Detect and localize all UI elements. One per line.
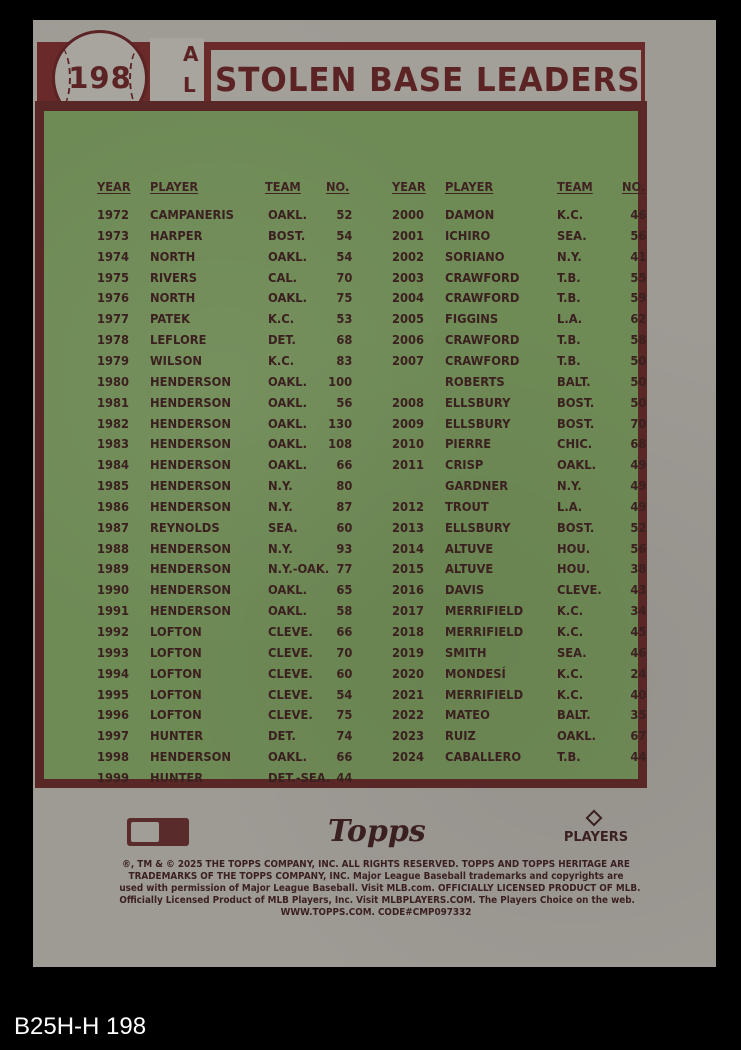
row-team: N.Y. (268, 498, 293, 514)
row-year: 1981 (97, 394, 130, 410)
row-player: HENDERSON (150, 498, 232, 514)
row-team: OAKL. (268, 603, 307, 619)
row-year: 1972 (97, 207, 130, 222)
row-number: 44 (335, 769, 352, 785)
row-number: 40 (629, 686, 646, 702)
row-number: 52 (629, 519, 646, 535)
row-team: CLEVE. (268, 707, 313, 723)
row-number: 50 (629, 373, 646, 389)
legal-line: used with permission of Major League Baseball. Visit MLB.com. OFFICIALLY LICENSED PRODUCT OF MLB. (119, 883, 641, 894)
row-year: 1999 (97, 769, 130, 785)
row-year: 1975 (97, 269, 130, 285)
row-team: OAKL. (268, 415, 307, 431)
topps-logo: Topps (328, 814, 426, 849)
row-year: 1995 (97, 686, 130, 702)
row-number: 66 (335, 457, 352, 473)
row-team: DET.-SEA. (268, 769, 331, 785)
row-team: OAKL. (268, 394, 307, 410)
row-year: 2014 (392, 540, 425, 556)
row-number: 65 (335, 582, 352, 598)
row-team: N.Y. (268, 540, 293, 556)
row-team: OAKL. (557, 728, 596, 744)
row-number: 60 (335, 519, 352, 535)
row-year: 2005 (392, 311, 425, 327)
row-number: 46 (629, 207, 646, 222)
row-player: HUNTER (150, 769, 204, 785)
row-number: 70 (335, 269, 352, 285)
players-logo-text: PLAYERS (563, 830, 629, 845)
row-team: K.C. (268, 311, 295, 327)
row-number: 54 (335, 686, 352, 702)
row-player: MONDESÍ (445, 665, 506, 681)
row-player: MERRIFIELD (445, 686, 524, 702)
row-player: HENDERSON (150, 603, 232, 619)
row-year: 1979 (97, 352, 130, 368)
row-player: HENDERSON (150, 749, 232, 765)
row-player: HENDERSON (150, 540, 232, 556)
row-player: LOFTON (150, 686, 202, 702)
card-number: 198 (68, 61, 132, 95)
row-year: 2022 (392, 707, 425, 723)
row-team: CLEVE. (268, 624, 313, 639)
row-player: HENDERSON (150, 478, 232, 494)
row-player: ELLSBURY (445, 519, 511, 535)
row-team: CLEVE. (268, 665, 313, 681)
row-team: T.B. (557, 269, 581, 285)
row-number: 55 (629, 269, 646, 285)
row-year: 2009 (392, 415, 425, 431)
row-number: 56 (629, 227, 646, 243)
row-year: 1994 (97, 665, 130, 681)
header-year-left: YEAR (97, 180, 131, 194)
row-year: 1985 (97, 478, 130, 494)
row-team: DET. (268, 332, 296, 348)
header-player-right: PLAYER (445, 180, 494, 194)
row-year: 2000 (392, 207, 425, 222)
row-number: 35 (629, 707, 646, 723)
row-team: CLEVE. (557, 582, 602, 598)
row-number: 60 (335, 665, 352, 681)
row-year: 2004 (392, 290, 425, 306)
row-number: 24 (629, 665, 646, 681)
row-number: 53 (335, 311, 352, 327)
row-player: CRISP (445, 457, 484, 473)
row-team: N.Y.-OAK. (268, 561, 330, 577)
row-player: MERRIFIELD (445, 624, 524, 639)
row-player: HENDERSON (150, 394, 232, 410)
legal-line: WWW.TOPPS.COM. CODE#CMP097332 (280, 907, 472, 918)
row-team: K.C. (557, 603, 584, 619)
row-number: 38 (629, 561, 646, 577)
header-team-right: TEAM (557, 180, 593, 194)
row-year: 2001 (392, 227, 425, 243)
row-number: 100 (327, 373, 352, 389)
row-player: CRAWFORD (445, 269, 520, 285)
row-number: 46 (629, 644, 646, 660)
row-year: 1973 (97, 227, 130, 243)
row-player: HENDERSON (150, 561, 232, 577)
header-no-right: NO. (622, 180, 646, 194)
row-team: K.C. (268, 352, 295, 368)
header-year-right: YEAR (392, 180, 426, 194)
row-year: 1989 (97, 561, 130, 577)
row-number: 68 (629, 436, 646, 452)
row-year: 1996 (97, 707, 130, 723)
row-number: 49 (629, 478, 646, 494)
row-number: 59 (629, 290, 646, 306)
row-player: NORTH (150, 248, 196, 264)
row-number: 49 (629, 457, 646, 473)
row-player: HENDERSON (150, 415, 232, 431)
row-year: 1980 (97, 373, 130, 389)
row-player: DAVIS (445, 582, 485, 598)
row-number: 34 (629, 603, 646, 619)
row-number: 108 (327, 436, 352, 452)
row-number: 80 (335, 478, 352, 494)
row-team: N.Y. (557, 478, 582, 494)
row-year: 2003 (392, 269, 425, 285)
row-team: BOST. (268, 227, 306, 243)
row-player: RIVERS (150, 269, 198, 285)
row-team: OAKL. (268, 436, 307, 452)
row-player: LOFTON (150, 644, 202, 660)
row-player: MATEO (445, 707, 490, 723)
row-player: HARPER (150, 227, 203, 243)
row-year: 1984 (97, 457, 130, 473)
row-year: 2012 (392, 498, 425, 514)
row-year: 2019 (392, 644, 425, 660)
row-number: 54 (335, 248, 352, 264)
row-team: OAKL. (268, 290, 307, 306)
row-year: 2018 (392, 624, 425, 639)
row-team: CAL. (268, 269, 298, 285)
row-player: NORTH (150, 290, 196, 306)
row-team: T.B. (557, 352, 581, 368)
legal-text (100, 859, 652, 919)
row-team: DET. (268, 728, 296, 744)
row-number: 87 (335, 498, 352, 514)
row-player: ALTUVE (445, 561, 494, 577)
row-player: ICHIRO (445, 227, 491, 243)
header-team-left: TEAM (265, 180, 301, 194)
row-number: 66 (335, 749, 352, 765)
league-letter-a: A (183, 42, 199, 66)
header-no-left: NO. (326, 180, 350, 194)
row-number: 56 (335, 394, 352, 410)
row-year: 1988 (97, 540, 130, 556)
row-player: GARDNER (445, 478, 509, 494)
row-number: 70 (629, 415, 646, 431)
row-team: SEA. (557, 227, 587, 243)
row-team: N.Y. (268, 478, 293, 494)
row-team: L.A. (557, 498, 583, 514)
row-number: 77 (335, 561, 352, 577)
row-number: 68 (335, 332, 352, 348)
row-year: 2016 (392, 582, 425, 598)
row-team: HOU. (557, 540, 591, 556)
row-player: HENDERSON (150, 582, 232, 598)
players-logo (556, 812, 636, 852)
row-player: FIGGINS (445, 311, 499, 327)
row-team: OAKL. (557, 457, 596, 473)
row-team: T.B. (557, 332, 581, 348)
row-player: MERRIFIELD (445, 603, 524, 619)
row-team: K.C. (557, 207, 584, 222)
row-player: LOFTON (150, 624, 202, 639)
row-number: 75 (335, 290, 352, 306)
row-player: SORIANO (445, 248, 505, 264)
row-player: ALTUVE (445, 540, 494, 556)
row-year: 1997 (97, 728, 130, 744)
row-team: SEA. (268, 519, 298, 535)
legal-line: Officially Licensed Product of MLB Players, Inc. Visit MLBPLAYERS.COM. The Players Choice on the web. (119, 895, 635, 906)
row-player: DAMON (445, 207, 495, 222)
row-year: 1978 (97, 332, 130, 348)
row-number: 43 (629, 582, 646, 598)
row-year: 1992 (97, 624, 130, 639)
row-team: OAKL. (268, 207, 307, 222)
players-diamond-icon (586, 810, 603, 827)
row-number: 45 (629, 624, 646, 639)
row-year: 2015 (392, 561, 425, 577)
row-number: 62 (629, 311, 646, 327)
row-year: 1976 (97, 290, 130, 306)
row-team: SEA. (557, 644, 587, 660)
card-title: STOLEN BASE LEADERS (215, 60, 641, 99)
row-year: 2013 (392, 519, 425, 535)
row-team: T.B. (557, 749, 581, 765)
row-number: 67 (629, 728, 646, 744)
row-year: 1982 (97, 415, 130, 431)
row-number: 54 (335, 227, 352, 243)
league-letter-l: L (183, 73, 196, 97)
row-team: BOST. (557, 519, 595, 535)
row-player: RUIZ (445, 728, 476, 744)
row-team: BALT. (557, 373, 591, 389)
row-number: 70 (335, 644, 352, 660)
mlb-logo (127, 818, 189, 846)
row-team: L.A. (557, 311, 583, 327)
row-number: 58 (335, 603, 352, 619)
row-player: ROBERTS (445, 373, 505, 389)
row-player: PATEK (150, 311, 191, 327)
image-caption: B25H-H 198 (14, 1013, 147, 1040)
row-team: CLEVE. (268, 644, 313, 660)
row-team: BALT. (557, 707, 591, 723)
row-number: 74 (335, 728, 352, 744)
row-player: HUNTER (150, 728, 204, 744)
mlb-logo-panel (131, 822, 159, 842)
row-year: 2011 (392, 457, 425, 473)
row-year: 2006 (392, 332, 425, 348)
header-player-left: PLAYER (150, 180, 199, 194)
row-number: 66 (335, 624, 352, 639)
row-player: CABALLERO (445, 749, 522, 765)
row-number: 44 (629, 749, 646, 765)
row-player: WILSON (150, 352, 202, 368)
row-team: N.Y. (557, 248, 582, 264)
row-team: K.C. (557, 665, 584, 681)
row-number: 56 (629, 540, 646, 556)
row-year: 2010 (392, 436, 425, 452)
row-player: ELLSBURY (445, 394, 511, 410)
row-player: HENDERSON (150, 373, 232, 389)
row-year: 1990 (97, 582, 130, 598)
row-year: 1991 (97, 603, 130, 619)
row-player: LOFTON (150, 707, 202, 723)
row-player: SMITH (445, 644, 487, 660)
legal-line: ®, TM & © 2025 THE TOPPS COMPANY, INC. ALL RIGHTS RESERVED. TOPPS AND TOPPS HERITAGE ARE (122, 859, 630, 870)
row-number: 93 (335, 540, 352, 556)
legal-line: TRADEMARKS OF THE TOPPS COMPANY, INC. Major League Baseball trademarks and copyrights are (128, 871, 624, 882)
row-year: 2007 (392, 352, 425, 368)
row-team: CHIC. (557, 436, 593, 452)
row-year: 2017 (392, 603, 425, 619)
row-year: 2023 (392, 728, 425, 744)
row-number: 75 (335, 707, 352, 723)
row-year: 2002 (392, 248, 425, 264)
row-number: 49 (629, 498, 646, 514)
row-team: OAKL. (268, 248, 307, 264)
row-number: 50 (629, 394, 646, 410)
row-player: PIERRE (445, 436, 492, 452)
row-team: OAKL. (268, 373, 307, 389)
row-team: OAKL. (268, 749, 307, 765)
row-number: 130 (327, 415, 352, 431)
row-player: TROUT (445, 498, 489, 514)
row-year: 1983 (97, 436, 130, 452)
row-player: CAMPANERIS (150, 207, 234, 222)
row-year: 2020 (392, 665, 425, 681)
row-team: BOST. (557, 394, 595, 410)
row-player: CRAWFORD (445, 290, 520, 306)
row-number: 83 (335, 352, 352, 368)
row-team: OAKL. (268, 457, 307, 473)
row-number: 41 (629, 248, 646, 264)
row-year: 1993 (97, 644, 130, 660)
row-team: BOST. (557, 415, 595, 431)
row-team: CLEVE. (268, 686, 313, 702)
row-number: 50 (629, 352, 646, 368)
row-team: OAKL. (268, 582, 307, 598)
row-player: REYNOLDS (150, 519, 220, 535)
row-number: 52 (335, 207, 352, 222)
row-year: 2021 (392, 686, 425, 702)
row-year: 1987 (97, 519, 130, 535)
row-number: 58 (629, 332, 646, 348)
row-team: K.C. (557, 686, 584, 702)
row-year: 1977 (97, 311, 130, 327)
row-player: LEFLORE (150, 332, 207, 348)
row-team: HOU. (557, 561, 591, 577)
row-year: 1998 (97, 749, 130, 765)
row-year: 1986 (97, 498, 130, 514)
row-player: LOFTON (150, 665, 202, 681)
row-team: K.C. (557, 624, 584, 639)
row-year: 1974 (97, 248, 130, 264)
row-year: 2008 (392, 394, 425, 410)
row-player: HENDERSON (150, 457, 232, 473)
row-year: 2024 (392, 749, 425, 765)
row-player: ELLSBURY (445, 415, 511, 431)
row-player: CRAWFORD (445, 332, 520, 348)
row-player: HENDERSON (150, 436, 232, 452)
row-player: CRAWFORD (445, 352, 520, 368)
row-team: T.B. (557, 290, 581, 306)
